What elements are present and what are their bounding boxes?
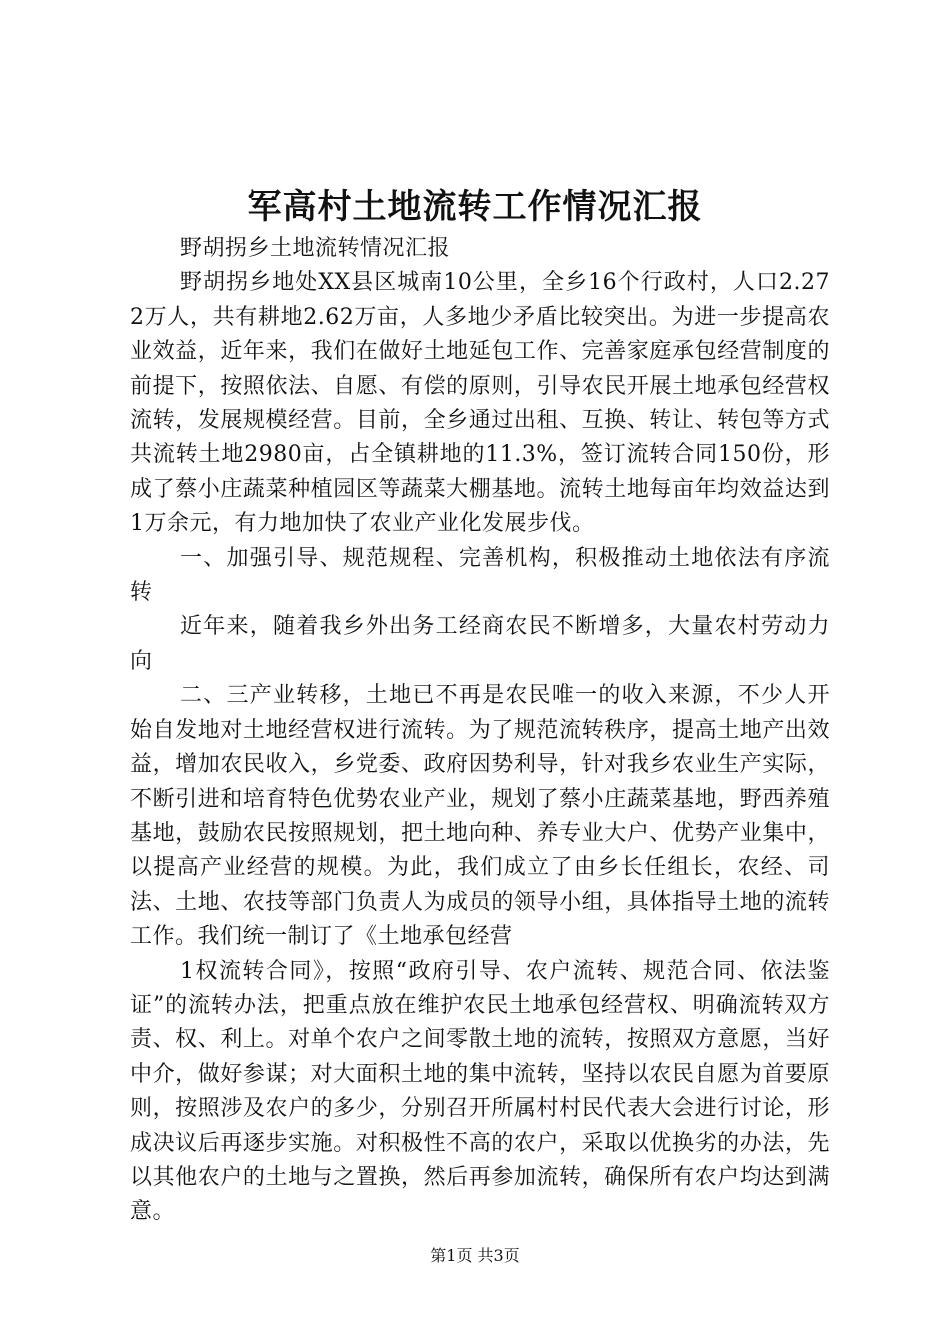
paragraph-industry-transfer: 二、三产业转移，土地已不再是农民唯一的收入来源，不少人开始自发地对土地经营权进行流转。为了规范流转秩序，提高土地产出效益，增加农民收入，乡党委、政府因势利导，针对我乡农业生产实际，不断引进和培育特色优势农业产业，规划了蔡小庄蔬菜基地，野西养殖基地，鼓励农民按照规划，把土地向种、养专业大户、优势产业集中，以提高产业经营的规模。为此，我们成立了由乡长任组长，农经、司法、土地、农技等部门负责人为成员的领导小组，具体指导土地的流转工作。我们统一制订了《土地承包经营	[130, 683, 830, 950]
paragraph-section-heading: 一、加强引导、规范规程、完善机构，积极推动土地依法有序流转	[130, 545, 830, 606]
page-footer: 第1页 共3页	[430, 1246, 520, 1265]
paragraph-overview: 野胡拐乡地处XX县区城南10公里，全乡16个行政村，人口2.272万人，共有耕地2.62万亩，人多地少矛盾比较突出。为进一步提高农业效益，近年来，我们在做好土地延包工作、完善家庭承包经营制度的前提下，按照依法、自愿、有偿的原则，引导农民开展土地承包经营权流转，发展规模经营。目前，全乡通过出租、互换、转让、转包等方式共流转土地2980亩，占全镇耕地的11.3%，签订流转合同150份，形成了蔡小庄蔬菜种植园区等蔬菜大棚基地。流转土地每亩年均效益达到1万余元，有力地加快了农业产业化发展步伐。	[130, 270, 830, 537]
paragraph-contract: 1权流转合同》，按照“政府引导、农户流转、规范合同、依法鉴证”的流转办法，把重点放在维护农民土地承包经营权、明确流转双方责、权、利上。对单个农户之间零散土地的流转，按照双方意愿，当好中介，做好参谋；对大面积土地的集中流转，坚持以农民自愿为首要原则，按照涉及农户的多少，分别召开所属村村民代表大会进行讨论，形成决议后再逐步实施。对积极性不高的农户，采取以优换劣的办法，先以其他农户的土地与之置换，然后再参加流转，确保所有农户均达到满意。	[130, 958, 830, 1225]
paragraph-labor-transfer: 近年来，随着我乡外出务工经商农民不断增多，大量农村劳动力向	[130, 614, 830, 674]
document-body	[130, 232, 830, 1230]
paragraph-subtitle: 野胡拐乡土地流转情况汇报	[180, 236, 451, 261]
document-title: 军高村土地流转工作情况汇报	[247, 187, 703, 227]
